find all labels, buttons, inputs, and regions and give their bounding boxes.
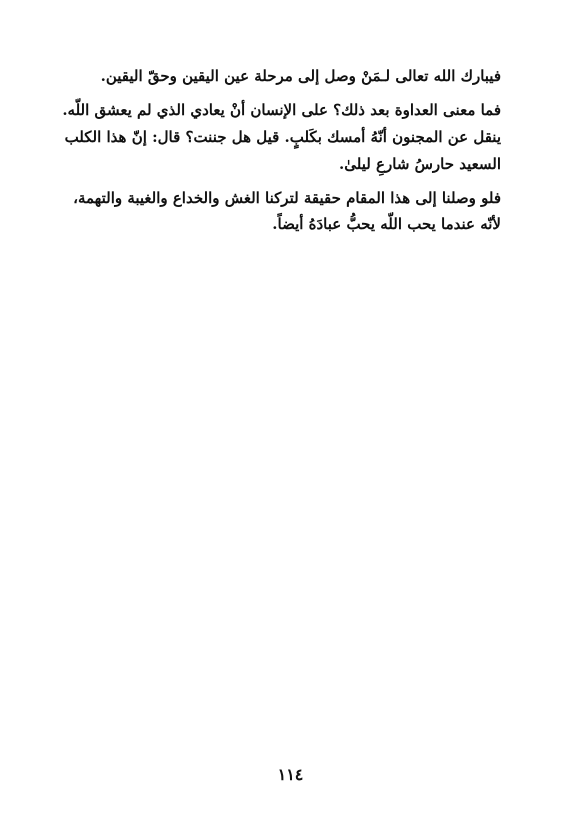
paragraph-2-line-3: السعيد حارسُ شارعِ ليلىٰ. <box>339 155 501 173</box>
page-number: ١١٤ <box>277 765 304 784</box>
paragraph-3-line-2: لأنّه عندما يحب اللّه يحبُّ عبادَهُ أيضاً. <box>272 215 501 233</box>
paragraph-2-line-1: فما معنى العداوة بعد ذلك؟ على الإنسان أنْ يعادي الذي لم يعشق اللّه. <box>62 101 501 119</box>
paragraph-3-line-1: فلو وصلنا إلى هذا المقام حقيقة لتركنا الغش والخداع والغيبة والتهمة، <box>73 189 501 207</box>
paragraph-1-line-1: فيبارك الله تعالى لـمَنْ وصل إلى مرحلة عين اليقين وحقّ اليقين. <box>100 67 501 85</box>
paragraph-2-line-2: ينقل عن المجنون أنّهُ أمسك بكَلبٍ. قيل هل جننت؟ قال: إنّ هذا الكلب <box>64 128 501 146</box>
